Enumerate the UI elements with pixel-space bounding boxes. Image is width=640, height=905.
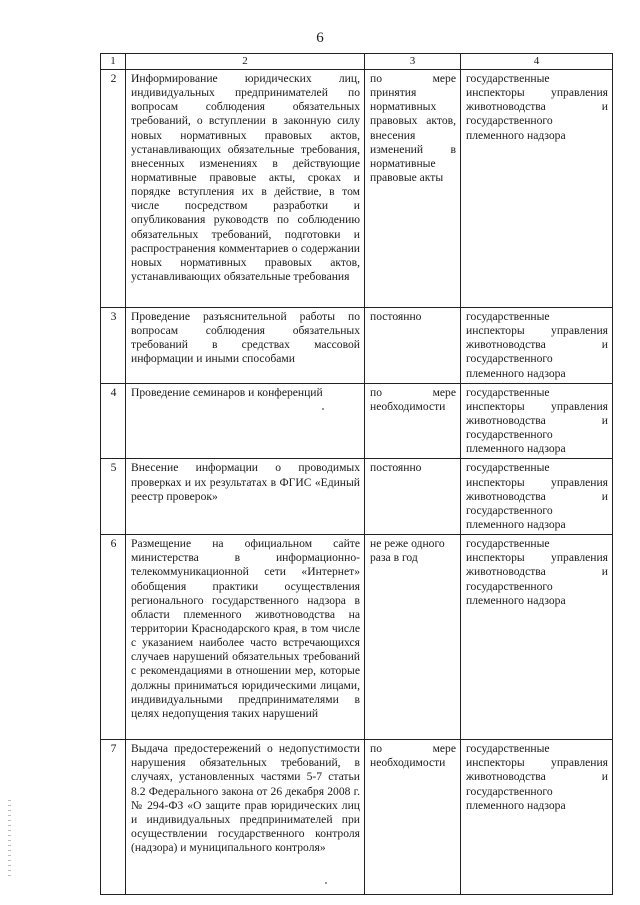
row-responsible: государственные инспекторы управления животноводства и государственного племенного надзора [461, 308, 613, 384]
row-measure: Информирование юридических лиц, индивидуальных предпринимателей по вопросам соблюдения обязательных требований, о вступлении в законную силу новых нормативных правовых актов, устанавливающих обязательные требования, внесенных изменениях в действующие нормативные правовые акты, сроках и порядке вступления их в действие, в том числе посредством разработки и опубликования руководств по соблюдению обязательных требований, подготовки и распространения комментариев о содержании новых нормативных правовых актов, устанавливающих обязательные требования [126, 70, 365, 308]
row-number: 6 [101, 535, 126, 740]
row-term: по мере принятия нормативных правовых актов, внесения изменений в нормативные правовые акты [365, 70, 461, 308]
table-row [101, 70, 613, 308]
header-col-3: 3 [365, 54, 461, 70]
header-col-1: 1 [101, 54, 126, 70]
row-measure: Выдача предостережений о недопустимости нарушения обязательных требований, в случаях, установленных частями 5-7 статьи 8.2 Федерального закона от 26 декабря 2008 г. № 294-ФЗ «О защите прав юридических лиц и индивидуальных предпринимателей при осуществлении государственного контроля (надзора) и муниципального контроля» [126, 740, 365, 895]
page-number: 6 [316, 30, 324, 46]
scan-speck [325, 882, 327, 884]
table-row [101, 740, 613, 895]
row-responsible: государственные инспекторы управления животноводства и государственного племенного надзора [461, 383, 613, 459]
header-col-4: 4 [461, 54, 613, 70]
table-row [101, 535, 613, 740]
row-measure: Внесение информации о проводимых проверках и их результатах в ФГИС «Единый реестр проверок» [126, 459, 365, 535]
row-number: 2 [101, 70, 126, 308]
measures-table [100, 53, 613, 895]
scan-speck [322, 408, 324, 410]
row-number: 7 [101, 740, 126, 895]
row-measure: Проведение разъяснительной работы по вопросам соблюдения обязательных требований в средствах массовой информации и иными способами [126, 308, 365, 384]
row-term: по мере необходимости [365, 740, 461, 895]
row-number: 5 [101, 459, 126, 535]
row-term: постоянно [365, 308, 461, 384]
row-term: по мере необходимости [365, 383, 461, 459]
row-measure: Размещение на официальном сайте министерства в информационно-телекоммуникационной сети «Интернет» обобщения практики осуществления регионального государственного надзора в области племенного животноводства на территории Краснодарского края, в том числе с указанием наиболее часто встречающихся случаев нарушений обязательных требований с рекомендациями в отношении мер, которые должны приниматься юридическими лицами, индивидуальными предпринимателями в целях недопущения таких нарушений [126, 535, 365, 740]
row-term: не реже одного раза в год [365, 535, 461, 740]
row-number: 3 [101, 308, 126, 384]
row-responsible: государственные инспекторы управления животноводства и государственного племенного надзора [461, 535, 613, 740]
header-col-2: 2 [126, 54, 365, 70]
row-measure: Проведение семинаров и конференций [126, 383, 365, 459]
table-row [101, 383, 613, 459]
table-row [101, 308, 613, 384]
table-row [101, 459, 613, 535]
table-header [101, 54, 613, 70]
scan-margin-marks [8, 800, 11, 880]
row-responsible: государственные инспекторы управления животноводства и государственного племенного надзора [461, 459, 613, 535]
row-responsible: государственные инспекторы управления животноводства и государственного племенного надзора [461, 70, 613, 308]
row-term: постоянно [365, 459, 461, 535]
row-responsible: государственные инспекторы управления животноводства и государственного племенного надзора [461, 740, 613, 895]
row-number: 4 [101, 383, 126, 459]
